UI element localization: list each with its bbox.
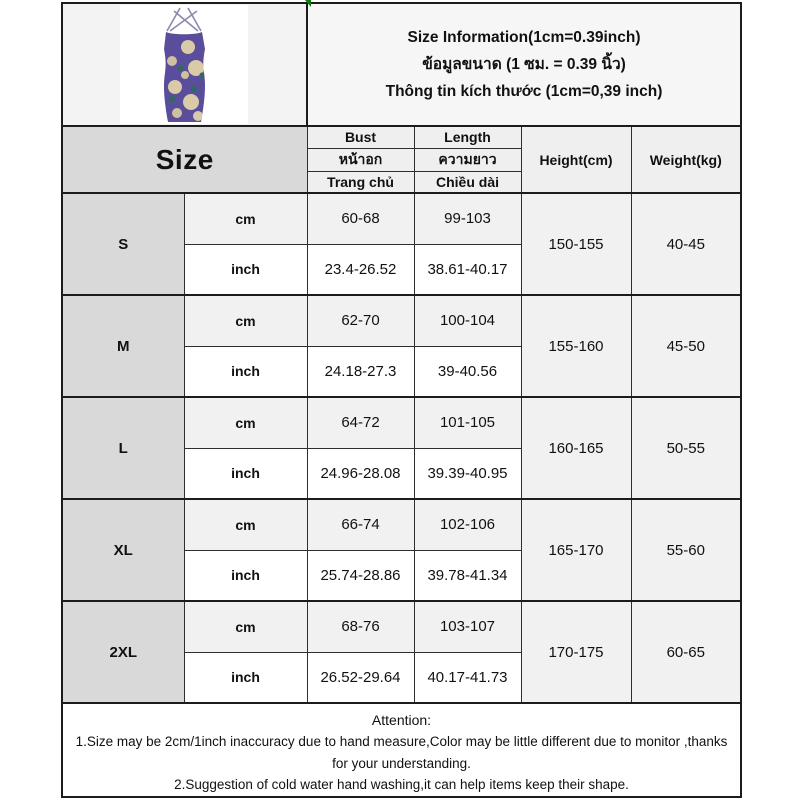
unit-cm: cm [184, 193, 307, 244]
length-cm-value: 100-104 [414, 295, 521, 346]
weight-value: 45-50 [631, 295, 741, 397]
bust-inch-value: 23.4-26.52 [307, 244, 414, 295]
bust-inch-value: 26.52-29.64 [307, 652, 414, 703]
size-label-2xl: 2XL [62, 601, 184, 703]
attention-title: Attention: [371, 712, 432, 728]
row-s-cm [62, 193, 741, 244]
header-bust-en: Bust [307, 126, 414, 148]
header-weight: Weight(kg) [631, 126, 741, 193]
header-bust-vi: Trang chủ [307, 171, 414, 193]
bust-cm-value: 66-74 [307, 499, 414, 550]
size-label-m: M [62, 295, 184, 397]
unit-inch: inch [184, 244, 307, 295]
unit-cm: cm [184, 397, 307, 448]
length-inch-value: 39.78-41.34 [414, 550, 521, 601]
row-xl-cm [62, 499, 741, 550]
height-value: 155-160 [521, 295, 631, 397]
height-value: 160-165 [521, 397, 631, 499]
weight-value: 55-60 [631, 499, 741, 601]
weight-value: 40-45 [631, 193, 741, 295]
header-length-vi: Chiều dài [414, 171, 521, 193]
size-label-s: S [62, 193, 184, 295]
header-bust-th: หน้าอก [307, 148, 414, 171]
unit-inch: inch [184, 448, 307, 499]
height-value: 165-170 [521, 499, 631, 601]
length-cm-value: 103-107 [414, 601, 521, 652]
product-dress-image [64, 5, 306, 124]
height-value: 150-155 [521, 193, 631, 295]
length-cm-value: 102-106 [414, 499, 521, 550]
length-inch-value: 40.17-41.73 [414, 652, 521, 703]
attention-line-1: 1.Size may be 2cm/1inch inaccuracy due to hand measure,Color may be little different due to monitor ,thanks for your understanding. [75, 734, 728, 771]
weight-value: 60-65 [631, 601, 741, 703]
size-information-title [307, 3, 741, 126]
length-cm-value: 99-103 [414, 193, 521, 244]
header-length-th: ความยาว [414, 148, 521, 171]
unit-inch: inch [184, 652, 307, 703]
bust-inch-value: 25.74-28.86 [307, 550, 414, 601]
bust-inch-value: 24.18-27.3 [307, 346, 414, 397]
length-cm-value: 101-105 [414, 397, 521, 448]
row-2xl-cm [62, 601, 741, 652]
height-value: 170-175 [521, 601, 631, 703]
title-line-th: ข้อมูลขนาด (1 ซม. = 0.39 นิ้ว) [422, 55, 626, 73]
title-line-en: Size Information(1cm=0.39inch) [407, 28, 641, 46]
bust-cm-value: 60-68 [307, 193, 414, 244]
length-inch-value: 39-40.56 [414, 346, 521, 397]
unit-inch: inch [184, 346, 307, 397]
weight-value: 50-55 [631, 397, 741, 499]
row-m-cm [62, 295, 741, 346]
header-length-en: Length [414, 126, 521, 148]
title-line-vi: Thông tin kích thước (1cm=0,39 inch) [385, 83, 663, 101]
unit-cm: cm [184, 295, 307, 346]
length-inch-value: 39.39-40.95 [414, 448, 521, 499]
size-chart-table [61, 2, 742, 798]
bust-cm-value: 68-76 [307, 601, 414, 652]
size-label-l: L [62, 397, 184, 499]
header-height: Height(cm) [521, 126, 631, 193]
size-label-xl: XL [62, 499, 184, 601]
bust-cm-value: 64-72 [307, 397, 414, 448]
length-inch-value: 38.61-40.17 [414, 244, 521, 295]
unit-cm: cm [184, 499, 307, 550]
row-l-cm [62, 397, 741, 448]
attention-line-2: 2.Suggestion of cold water hand washing,it can help items keep their shape. [174, 777, 629, 793]
bust-cm-value: 62-70 [307, 295, 414, 346]
unit-cm: cm [184, 601, 307, 652]
product-photo-cell [62, 3, 307, 126]
attention-note [62, 703, 741, 797]
header-size: Size [62, 126, 307, 193]
bust-inch-value: 24.96-28.08 [307, 448, 414, 499]
unit-inch: inch [184, 550, 307, 601]
